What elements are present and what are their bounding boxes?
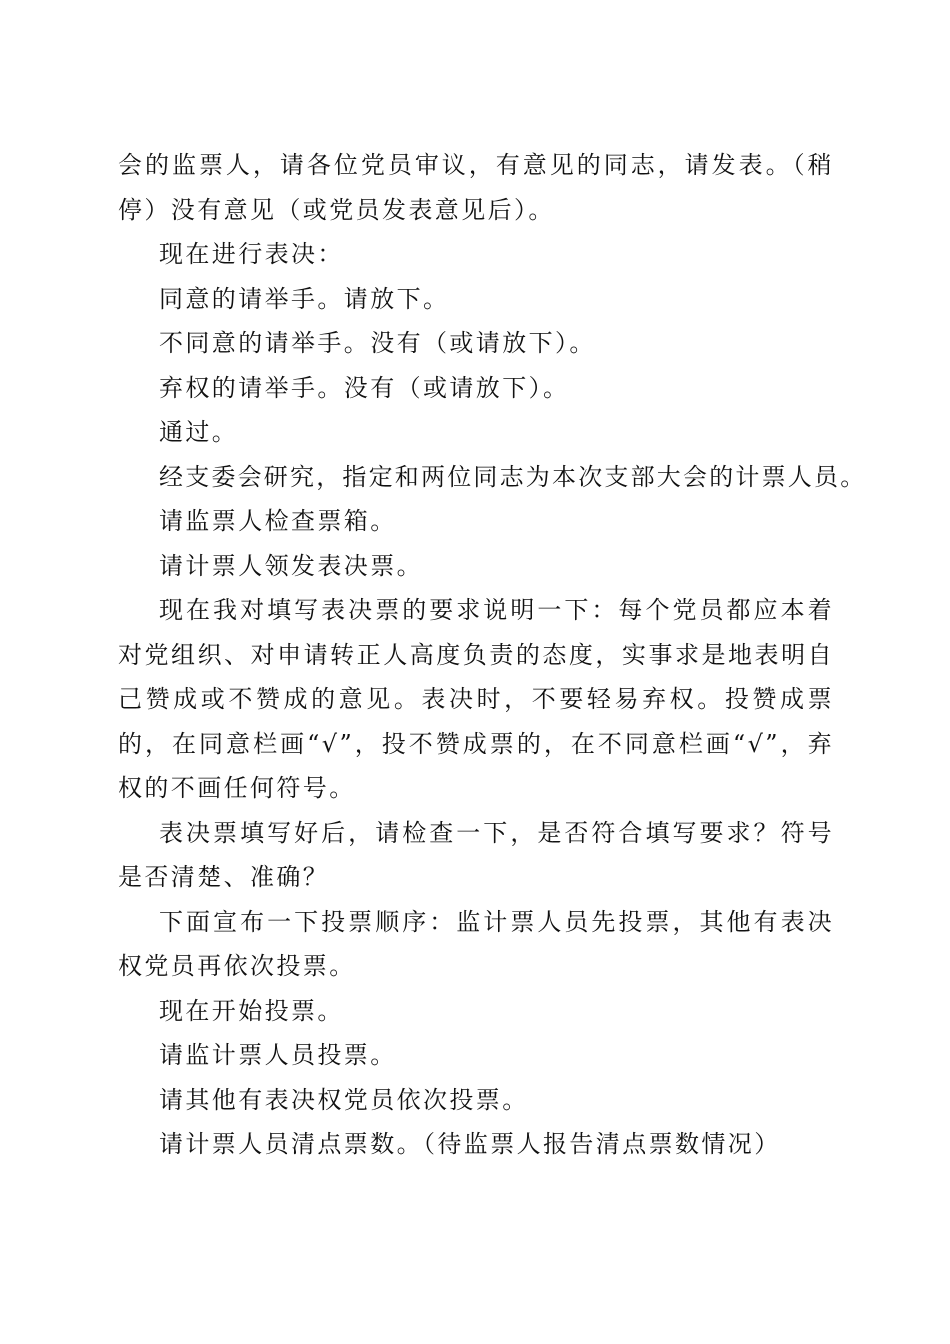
paragraph-continuation: 会的监票人，请各位党员审议，有意见的同志，请发表。（稍停）没有意见（或党员发表意见后）。: [118, 151, 834, 224]
paragraph-ballot-instructions: 现在我对填写表决票的要求说明一下：每个党员都应本着对党组织、对申请转正人高度负责的态度，实事求是地表明自己赞成或不赞成的意见。表决时，不要轻易弃权。投赞成票的，在同意栏画“√”，投不赞成票的，在不同意栏画“√”，弃权的不画任何符号。: [118, 596, 834, 802]
paragraph-monitors-vote: 请监计票人员投票。: [159, 1041, 397, 1069]
paragraph-agree: 同意的请举手。请放下。: [159, 284, 450, 313]
paragraph-check-ballot: 表决票填写好后，请检查一下，是否符合填写要求？符号是否清楚、准确？: [118, 818, 834, 891]
paragraph-passed: 通过。: [159, 418, 239, 446]
paragraph-vote-start: 现在进行表决：: [159, 240, 344, 268]
paragraph-distribute-ballots: 请计票人领发表决票。: [159, 551, 423, 580]
document-body: [118, 143, 867, 1167]
paragraph-begin-voting: 现在开始投票。: [159, 996, 344, 1025]
paragraph-count-votes: 请计票人员清点票数。（待监票人报告清点票数情况）: [159, 1130, 781, 1158]
paragraph-members-vote: 请其他有表决权党员依次投票。: [159, 1085, 529, 1114]
paragraph-check-ballot-box: 请监票人检查票箱。: [159, 507, 397, 535]
paragraph-voting-order: 下面宣布一下投票顺序：监计票人员先投票，其他有表决权党员再依次投票。: [118, 907, 834, 980]
paragraph-abstain: 弃权的请举手。没有（或请放下）。: [159, 373, 570, 402]
paragraph-counters-appointed: 经支委会研究，指定和两位同志为本次支部大会的计票人员。: [159, 462, 867, 491]
paragraph-disagree: 不同意的请举手。没有（或请放下）。: [159, 329, 596, 357]
